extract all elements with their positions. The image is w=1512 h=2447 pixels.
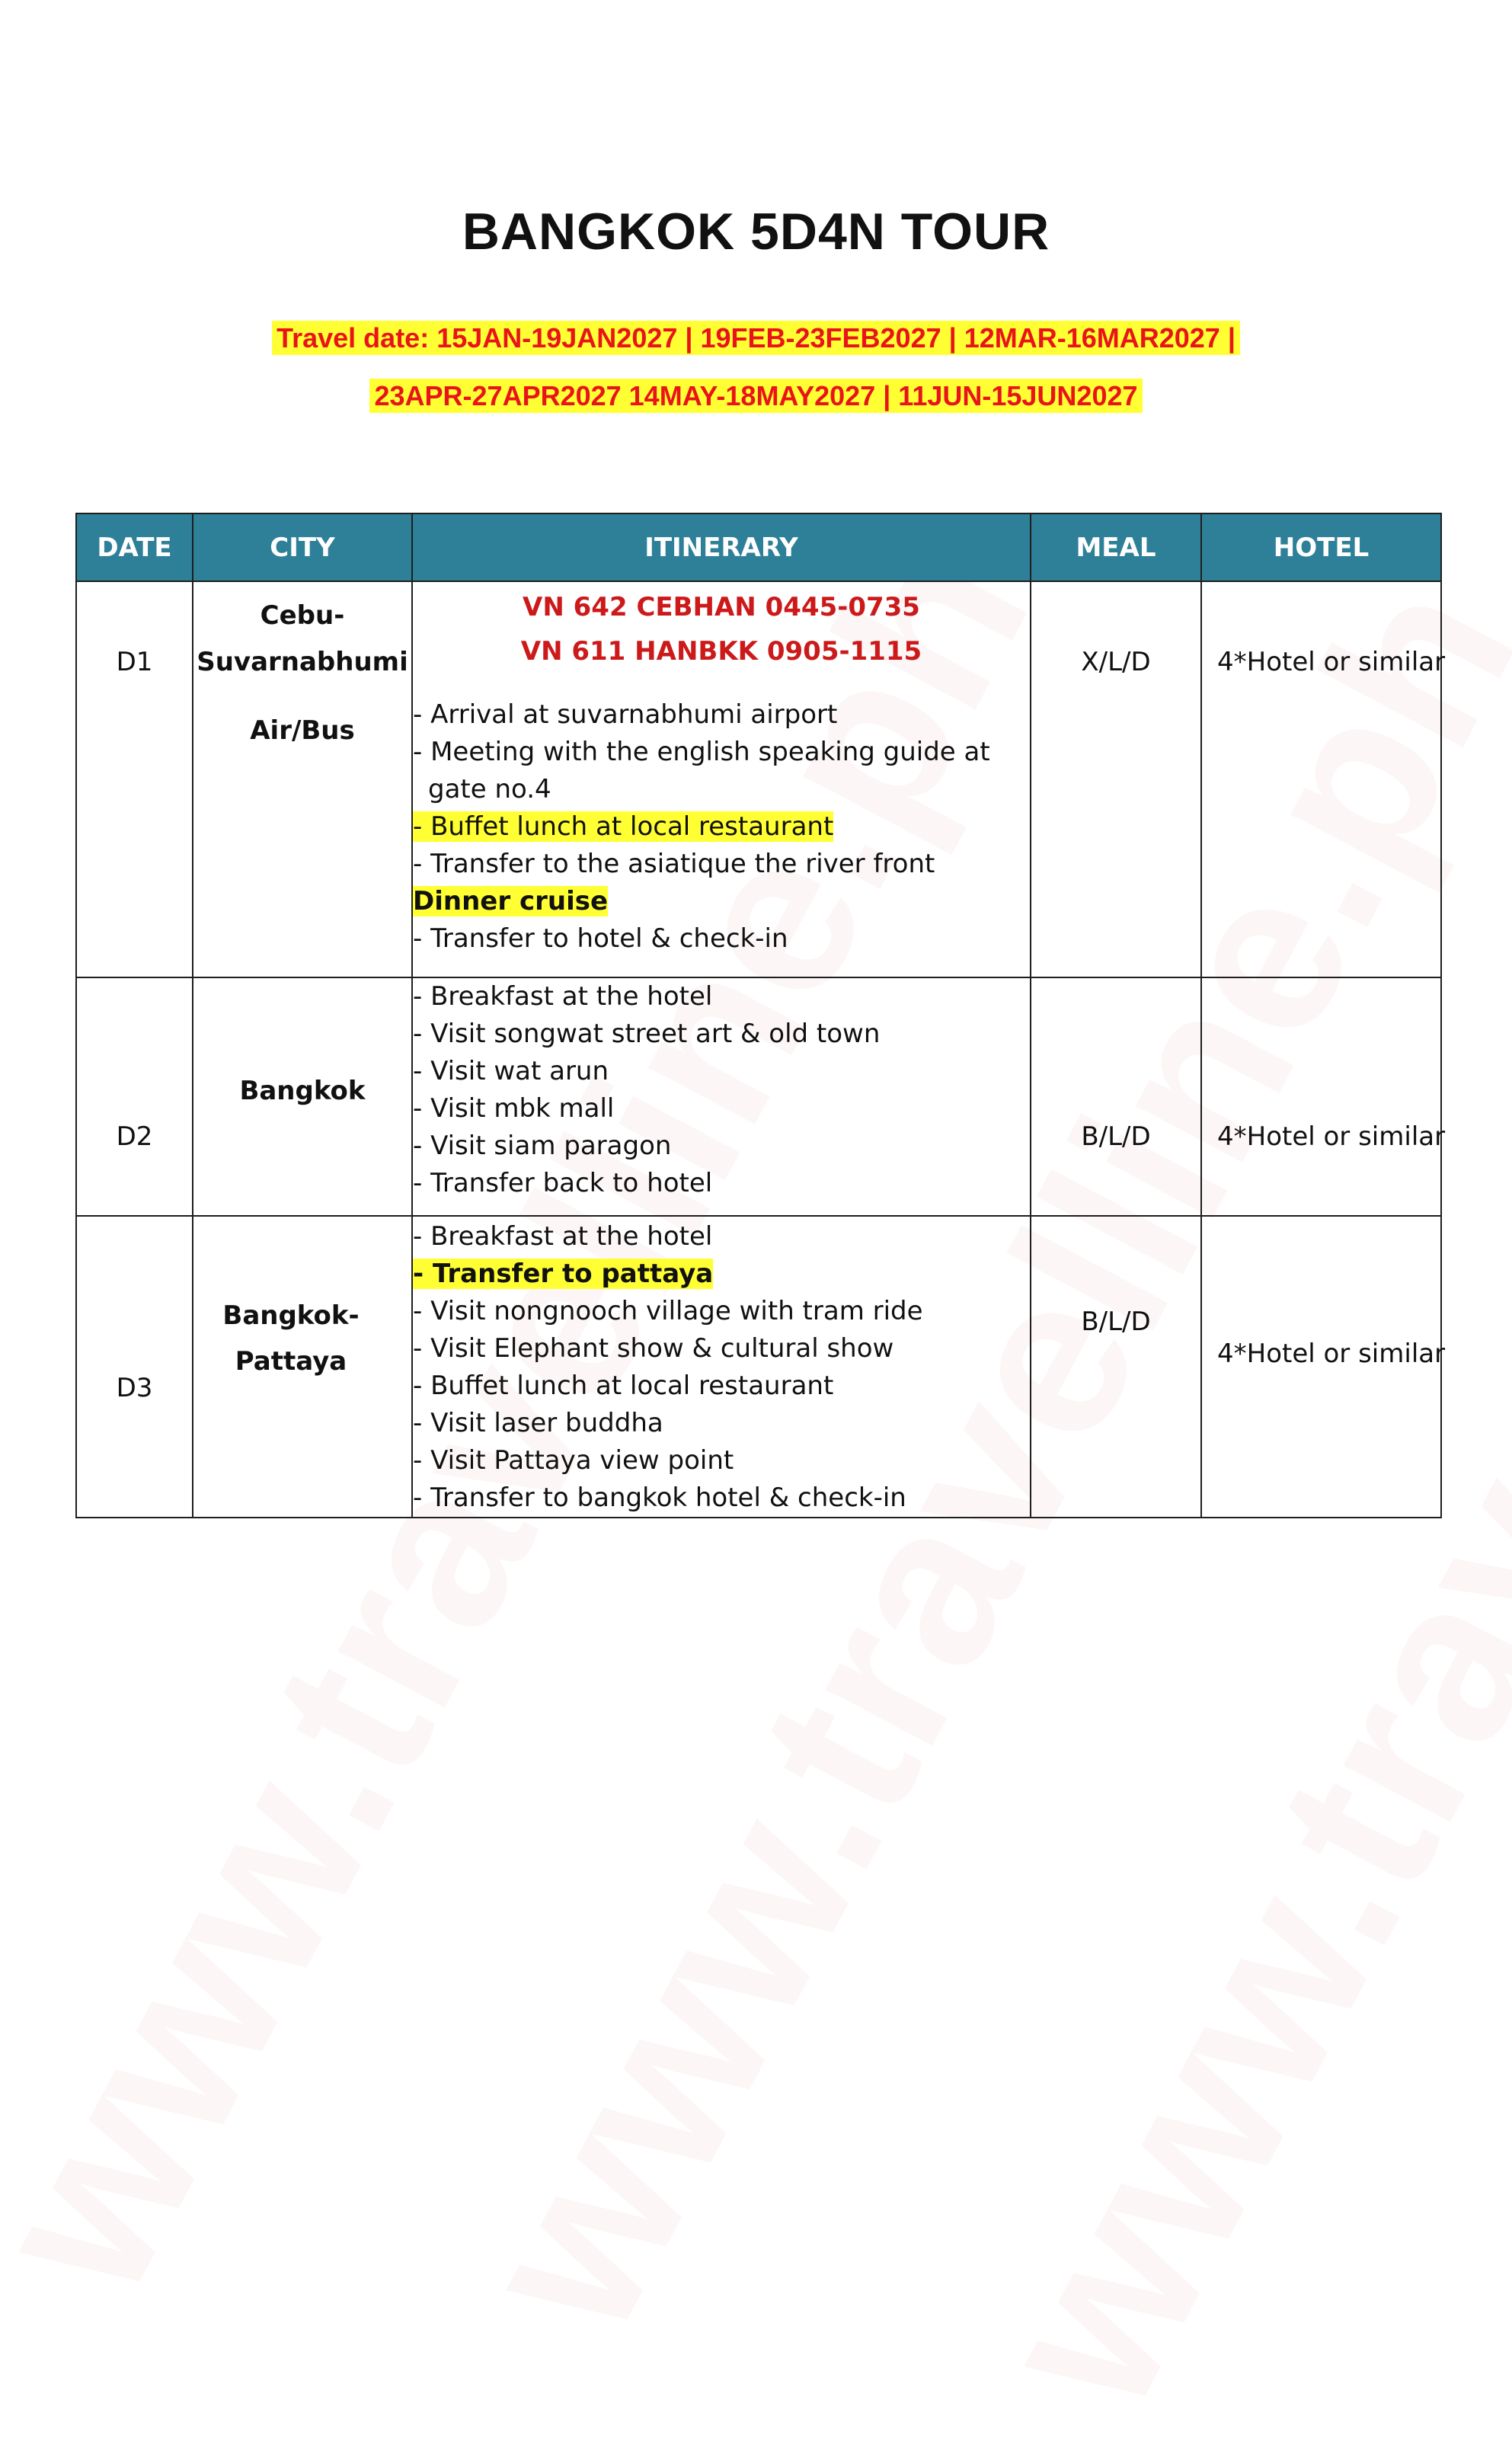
list-item: - Transfer to bangkok hotel & check-in [413, 1483, 906, 1513]
list-item: - Visit songwat street art & old town [413, 1019, 881, 1049]
header-hotel: HOTEL [1201, 513, 1441, 581]
header-itinerary: ITINERARY [412, 513, 1031, 581]
day-label: D3 [116, 1373, 153, 1403]
list-item: - Transfer back to hotel [413, 1168, 713, 1198]
travel-dates-line-1: Travel date: 15JAN-19JAN2027 | 19FEB-23FEB2027 | 12MAR-16MAR2027 | [0, 322, 1512, 354]
hotel-cell [1201, 1216, 1446, 1518]
city-cell [193, 581, 412, 977]
date-cell [76, 581, 193, 977]
itinerary-table [75, 513, 1446, 1518]
table-header-row [76, 513, 1441, 581]
meal-code: B/L/D [1081, 1307, 1151, 1337]
list-item: - Meeting with the english speaking guide at gate no.4 [413, 737, 990, 804]
city-line: Air/Bus [250, 715, 355, 746]
hotel-cell [1201, 581, 1446, 977]
list-item: - Breakfast at the hotel [413, 981, 713, 1012]
list-item: - Visit mbk mall [413, 1093, 615, 1124]
page-title: BANGKOK 5D4N TOUR [462, 203, 1050, 261]
table-row [76, 1216, 1441, 1518]
header-date: DATE [76, 513, 193, 581]
city-line: Bangkok [239, 1076, 366, 1106]
list-item: - Buffet lunch at local restaurant [413, 1371, 834, 1401]
list-item: - Transfer to hotel & check-in [413, 923, 788, 954]
city-cell [193, 977, 412, 1216]
flight-info: VN 642 CEBHAN 0445-0735 [523, 592, 920, 622]
hotel-name: 4*Hotel or similar [1217, 1339, 1446, 1369]
activity-list [413, 673, 1030, 958]
date-cell [76, 977, 193, 1216]
city-line: Bangkok- [222, 1300, 360, 1331]
flight-list [413, 582, 1030, 673]
meal-cell [1031, 977, 1201, 1216]
travel-dates-line-2: 23APR-27APR2027 14MAY-18MAY2027 | 11JUN-15JUN2027 [0, 380, 1512, 412]
itinerary-cell [412, 977, 1031, 1216]
meal-cell [1031, 581, 1201, 977]
meal-code: B/L/D [1081, 1121, 1151, 1152]
table-row [76, 977, 1441, 1216]
date-cell [76, 1216, 193, 1518]
activity-list [413, 978, 1030, 1202]
meal-code: X/L/D [1081, 647, 1151, 677]
list-item: - Transfer to the asiatique the river front [413, 849, 935, 879]
city-line: Cebu- [260, 600, 345, 631]
day-label: D2 [116, 1121, 153, 1152]
list-item: - Visit wat arun [413, 1056, 609, 1086]
itinerary-cell [412, 581, 1031, 977]
city-cell [193, 1216, 412, 1518]
flight-info: VN 611 HANBKK 0905-1115 [520, 636, 922, 667]
header-city: CITY [193, 513, 412, 581]
list-item: - Buffet lunch at local restaurant [413, 811, 834, 842]
city-line: Suvarnabhumi [197, 647, 408, 677]
list-item: - Visit Elephant show & cultural show [413, 1333, 894, 1364]
city-line: Pattaya [235, 1346, 347, 1377]
meal-cell [1031, 1216, 1201, 1518]
hotel-name: 4*Hotel or similar [1217, 647, 1446, 677]
list-item: - Visit siam paragon [413, 1131, 672, 1161]
hotel-name: 4*Hotel or similar [1217, 1121, 1446, 1152]
itinerary-cell [412, 1216, 1031, 1518]
table-row [76, 581, 1441, 977]
day-label: D1 [116, 647, 153, 677]
list-item: - Visit Pattaya view point [413, 1445, 734, 1476]
activity-list [413, 1217, 1030, 1517]
list-item: - Breakfast at the hotel [413, 1221, 713, 1252]
list-item: - Visit nongnooch village with tram ride [413, 1296, 923, 1326]
list-item: - Arrival at suvarnabhumi airport [413, 699, 838, 730]
header-meal: MEAL [1031, 513, 1201, 581]
list-item: Dinner cruise [413, 886, 609, 916]
hotel-cell [1201, 977, 1446, 1216]
list-item: - Transfer to pattaya [413, 1259, 714, 1289]
list-item: - Visit laser buddha [413, 1408, 663, 1438]
